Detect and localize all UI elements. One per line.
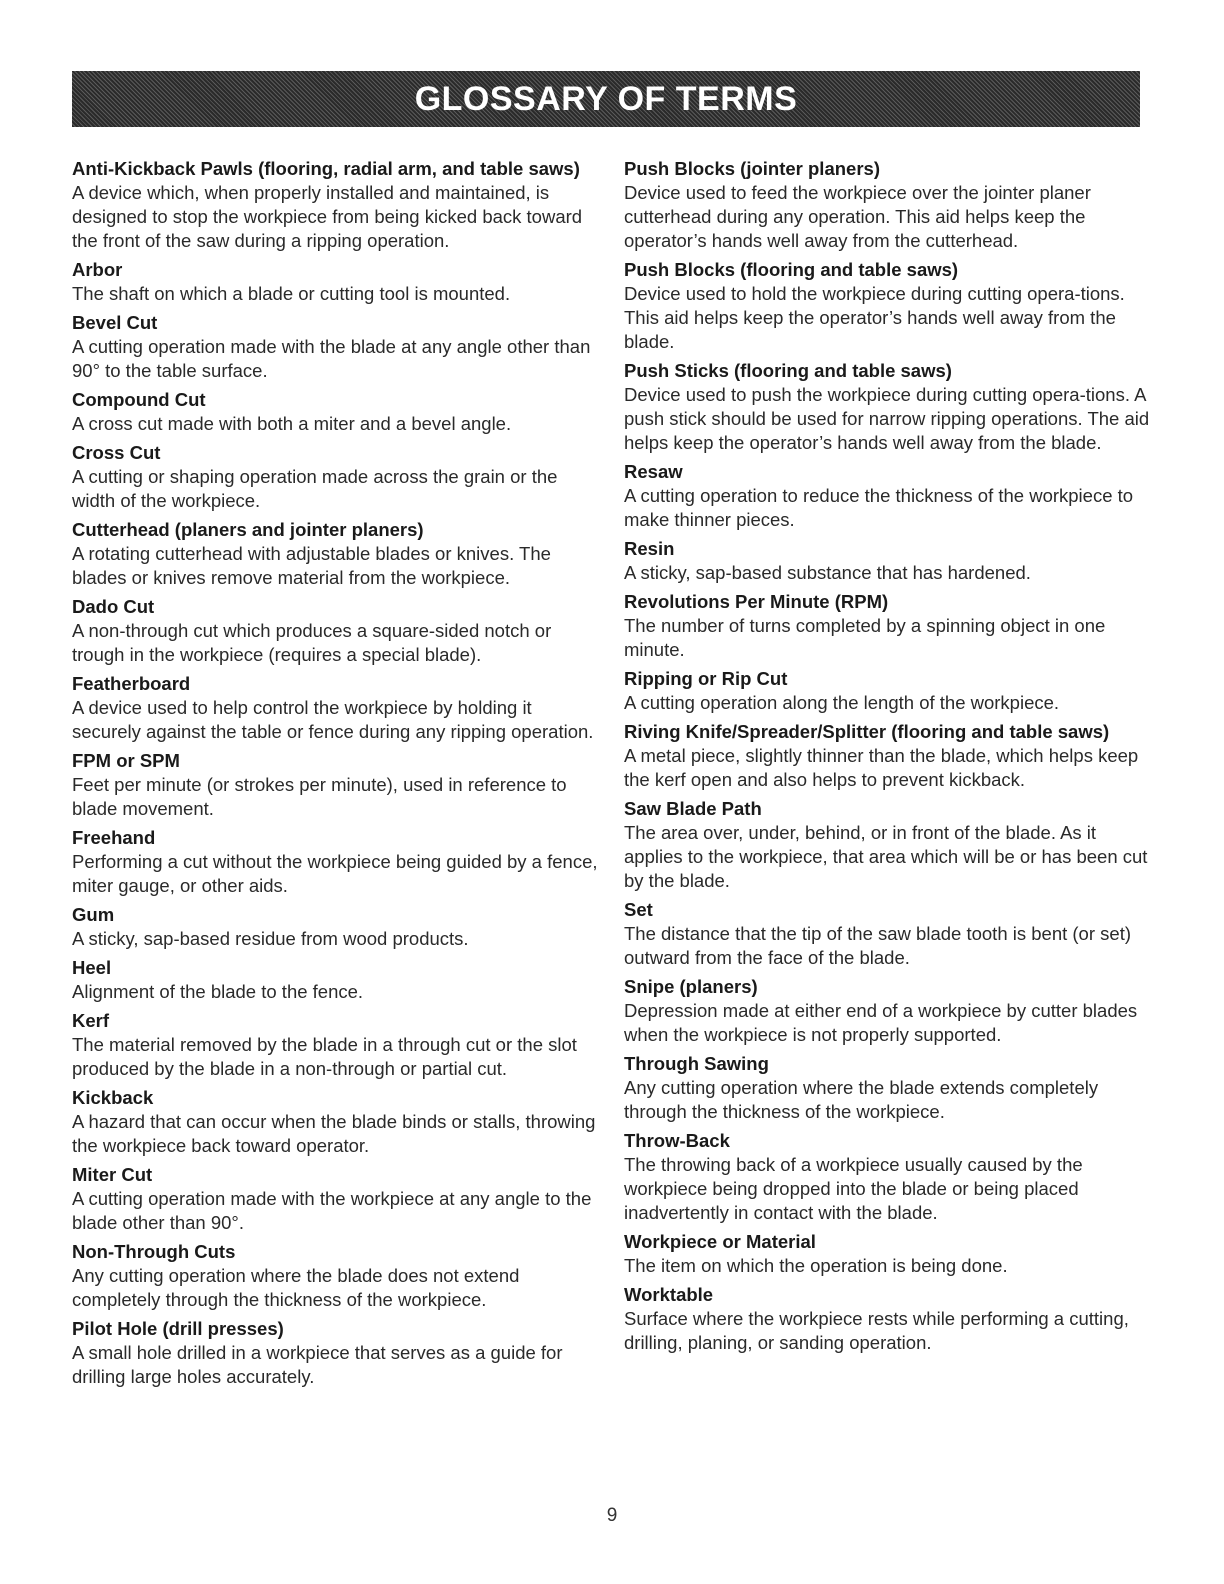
glossary-entry	[624, 258, 1150, 354]
glossary-term: Kickback	[72, 1087, 154, 1108]
glossary-entry	[72, 672, 602, 744]
glossary-entry	[624, 667, 1150, 715]
glossary-definition: A small hole drilled in a workpiece that serves as a guide for drilling large holes accurately.	[72, 1342, 563, 1387]
glossary-definition: Any cutting operation where the blade extends completely through the thickness of the workpiece.	[624, 1077, 1099, 1122]
glossary-term: Gum	[72, 904, 115, 925]
glossary-entry	[72, 311, 602, 383]
glossary-entry	[624, 157, 1150, 253]
glossary-entry	[624, 720, 1150, 792]
glossary-entry	[72, 388, 602, 436]
glossary-term: Workpiece or Material	[624, 1231, 816, 1252]
glossary-term: Saw Blade Path	[624, 798, 762, 819]
glossary-definition: A rotating cutterhead with adjustable blades or knives. The blades or knives remove material from the workpiece.	[72, 543, 551, 588]
glossary-definition: A device which, when properly installed and maintained, is designed to stop the workpiece from being kicked back toward the front of the saw during a ripping operation.	[72, 182, 583, 251]
glossary-definition: Surface where the workpiece rests while performing a cutting, drilling, planing, or sanding operation.	[624, 1308, 1129, 1353]
glossary-definition: The item on which the operation is being done.	[624, 1255, 1008, 1276]
glossary-entry	[624, 1129, 1150, 1225]
glossary-term: Featherboard	[72, 673, 191, 694]
glossary-entry	[72, 903, 602, 951]
glossary-term: Throw-Back	[624, 1130, 730, 1151]
glossary-entry	[624, 590, 1150, 662]
glossary-definition: A cutting operation made with the blade at any angle other than 90° to the table surface.	[72, 336, 591, 381]
glossary-entry	[72, 518, 602, 590]
glossary-definition: A cutting or shaping operation made across the grain or the width of the workpiece.	[72, 466, 558, 511]
glossary-definition: A cross cut made with both a miter and a bevel angle.	[72, 413, 512, 434]
glossary-definition: A sticky, sap-based substance that has hardened.	[624, 562, 1031, 583]
glossary-term: Anti-Kickback Pawls (flooring, radial arm, and table saws)	[72, 158, 580, 179]
glossary-entry	[72, 258, 602, 306]
glossary-entry	[72, 826, 602, 898]
glossary-definition: A sticky, sap-based residue from wood products.	[72, 928, 469, 949]
glossary-term: Ripping or Rip Cut	[624, 668, 788, 689]
glossary-term: Resaw	[624, 461, 683, 482]
page-title: GLOSSARY OF TERMS	[414, 79, 798, 118]
glossary-definition: Depression made at either end of a workpiece by cutter blades when the workpiece is not properly supported.	[624, 1000, 1138, 1045]
glossary-right-column	[624, 157, 1150, 1360]
glossary-definition: A cutting operation made with the workpiece at any angle to the blade other than 90°.	[72, 1188, 592, 1233]
glossary-definition: Device used to push the workpiece during cutting opera-tions. A push stick should be used for narrow ripping operations. The aid helps keep the operator’s hands well away from the blade.	[624, 384, 1150, 453]
glossary-term: Cutterhead (planers and jointer planers)	[72, 519, 424, 540]
glossary-entry	[72, 749, 602, 821]
glossary-definition: A hazard that can occur when the blade binds or stalls, throwing the workpiece back toward operator.	[72, 1111, 596, 1156]
glossary-term: Kerf	[72, 1010, 110, 1031]
glossary-definition: Performing a cut without the workpiece being guided by a fence, miter gauge, or other aids.	[72, 851, 598, 896]
glossary-entry	[72, 1086, 602, 1158]
glossary-term: Through Sawing	[624, 1053, 769, 1074]
glossary-entry	[72, 157, 602, 253]
glossary-term: Worktable	[624, 1284, 714, 1305]
glossary-definition: A cutting operation to reduce the thickness of the workpiece to make thinner pieces.	[624, 485, 1134, 530]
glossary-entry	[624, 537, 1150, 585]
glossary-definition: A non-through cut which produces a square-sided notch or trough in the workpiece (requires a special blade).	[72, 620, 552, 665]
glossary-entry	[624, 975, 1150, 1047]
glossary-definition: The number of turns completed by a spinning object in one minute.	[624, 615, 1106, 660]
glossary-term: Pilot Hole (drill presses)	[72, 1318, 284, 1339]
glossary-term: Snipe (planers)	[624, 976, 758, 997]
glossary-entry	[72, 1009, 602, 1081]
glossary-entry	[624, 1283, 1150, 1355]
glossary-definition: A cutting operation along the length of the workpiece.	[624, 692, 1060, 713]
glossary-entry	[72, 1163, 602, 1235]
glossary-term: Compound Cut	[72, 389, 206, 410]
glossary-definition: A metal piece, slightly thinner than the blade, which helps keep the kerf open and also helps to prevent kickback.	[624, 745, 1139, 790]
glossary-term: Revolutions Per Minute (RPM)	[624, 591, 889, 612]
glossary-term: Heel	[72, 957, 112, 978]
glossary-banner	[72, 71, 1140, 127]
glossary-entry	[72, 956, 602, 1004]
glossary-entry	[72, 1317, 602, 1389]
glossary-definition: Device used to hold the workpiece during cutting opera-tions. This aid helps keep the operator’s hands well away from the blade.	[624, 283, 1125, 352]
glossary-term: Resin	[624, 538, 675, 559]
glossary-definition: The area over, under, behind, or in front of the blade. As it applies to the workpiece, that area which will be or has been cut by the blade.	[624, 822, 1148, 891]
glossary-definition: Alignment of the blade to the fence.	[72, 981, 364, 1002]
glossary-definition: The distance that the tip of the saw blade tooth is bent (or set) outward from the face of the blade.	[624, 923, 1131, 968]
glossary-term: Cross Cut	[72, 442, 161, 463]
glossary-entry	[624, 1230, 1150, 1278]
glossary-entry	[72, 441, 602, 513]
glossary-entry	[624, 797, 1150, 893]
glossary-left-column	[72, 157, 602, 1394]
glossary-definition: Any cutting operation where the blade does not extend completely through the thickness of the workpiece.	[72, 1265, 520, 1310]
glossary-definition: The throwing back of a workpiece usually caused by the workpiece being dropped into the blade or being placed inadvertently in contact with the blade.	[624, 1154, 1083, 1223]
glossary-term: Non-Through Cuts	[72, 1241, 236, 1262]
glossary-term: Push Blocks (jointer planers)	[624, 158, 880, 179]
glossary-definition: Feet per minute (or strokes per minute), used in reference to blade movement.	[72, 774, 567, 819]
glossary-term: FPM or SPM	[72, 750, 180, 771]
glossary-term: Push Blocks (flooring and table saws)	[624, 259, 959, 280]
glossary-entry	[624, 460, 1150, 532]
glossary-term: Dado Cut	[72, 596, 155, 617]
glossary-entry	[72, 595, 602, 667]
glossary-definition: The shaft on which a blade or cutting tool is mounted.	[72, 283, 511, 304]
glossary-definition: A device used to help control the workpiece by holding it securely against the table or fence during any ripping operation.	[72, 697, 594, 742]
glossary-term: Set	[624, 899, 653, 920]
glossary-definition: The material removed by the blade in a through cut or the slot produced by the blade in a non-through or partial cut.	[72, 1034, 577, 1079]
glossary-entry	[624, 1052, 1150, 1124]
glossary-definition: Device used to feed the workpiece over the jointer planer cutterhead during any operation. This aid helps keep the operator’s hands well away from the cutterhead.	[624, 182, 1091, 251]
glossary-entry	[72, 1240, 602, 1312]
glossary-term: Bevel Cut	[72, 312, 158, 333]
glossary-entry	[624, 359, 1150, 455]
glossary-term: Riving Knife/Spreader/Splitter (flooring and table saws)	[624, 721, 1110, 742]
page-number: 9	[606, 1505, 618, 1526]
glossary-entry	[624, 898, 1150, 970]
glossary-term: Freehand	[72, 827, 156, 848]
glossary-term: Push Sticks (flooring and table saws)	[624, 360, 952, 381]
glossary-term: Miter Cut	[72, 1164, 153, 1185]
glossary-term: Arbor	[72, 259, 123, 280]
